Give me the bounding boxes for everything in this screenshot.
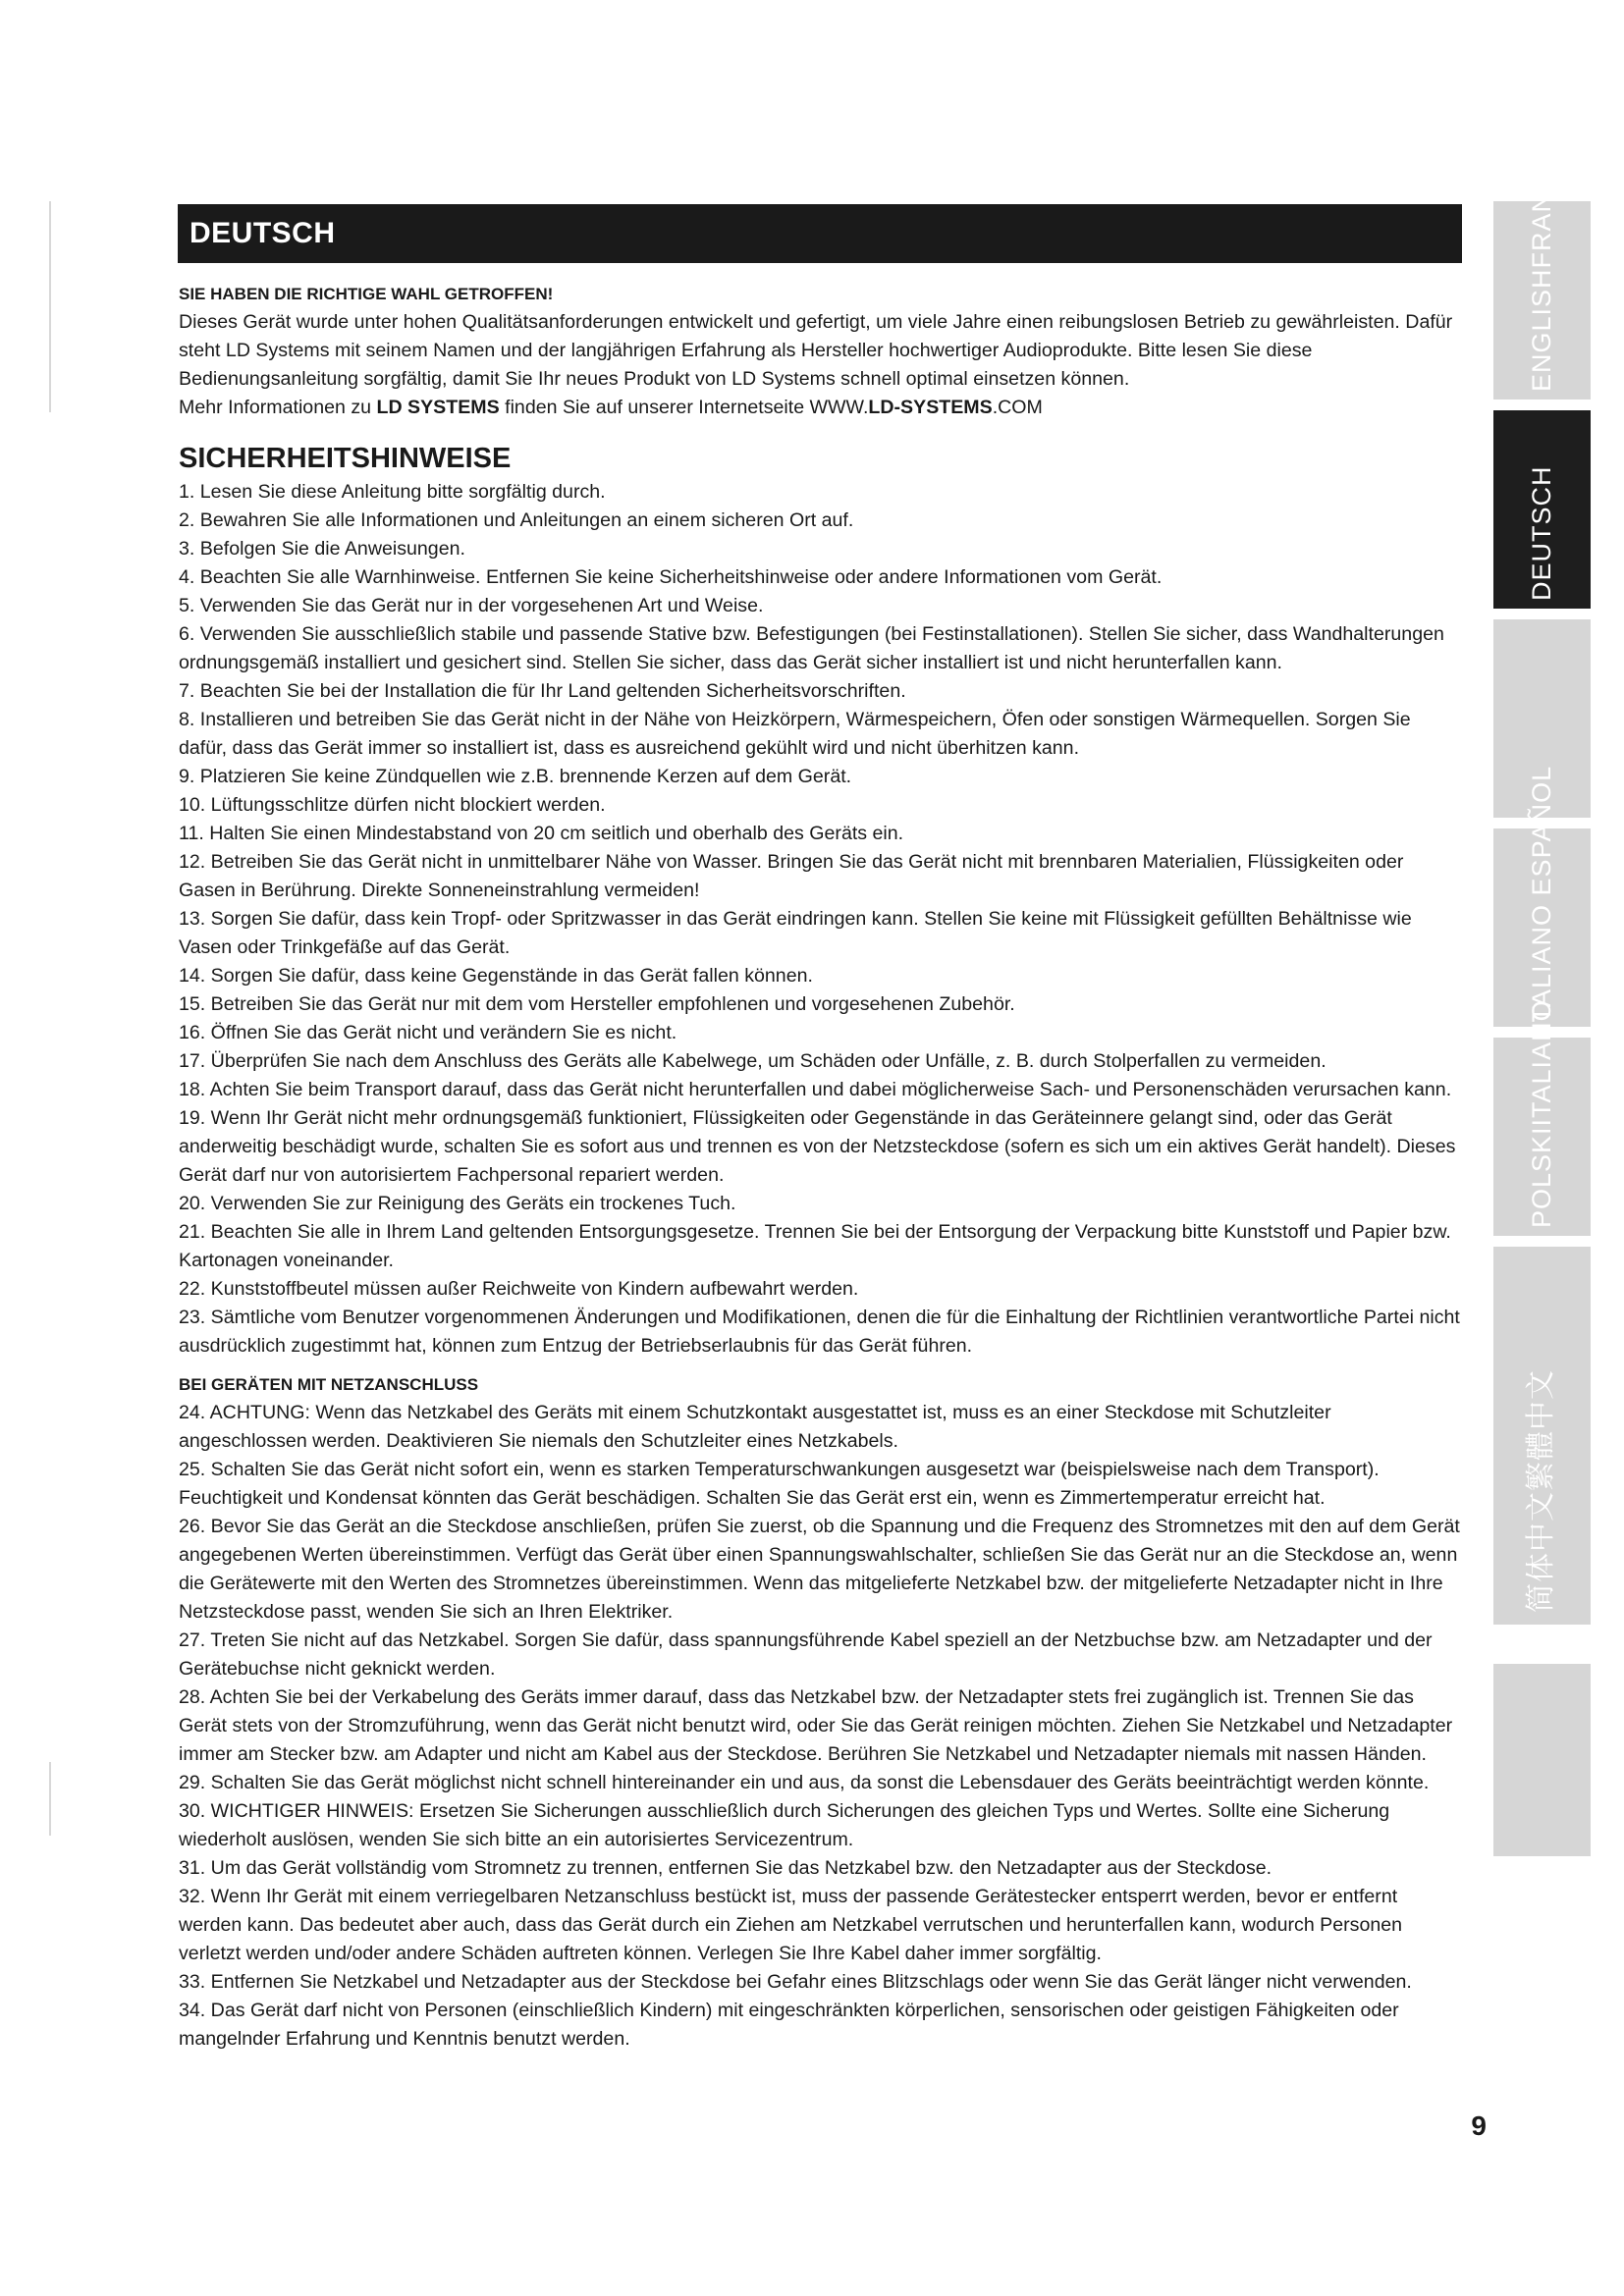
list-item: 23. Sämtliche vom Benutzer vorgenommenen Änderungen und Modifikationen, denen die für die Einhaltung der Richtlinien verantwortliche Partei nicht ausdrücklich zugestimmt hat, können zum Entzug der Betriebserlaubnis für das Gerät führen.: [179, 1307, 1460, 1357]
list-item: 25. Schalten Sie das Gerät nicht sofort ein, wenn es starken Temperaturschwankungen ausgesetzt war (beispielsweise nach dem Transport). Feuchtigkeit und Kondensat könnten das Gerät beschädigen. Schalten Sie das Gerät erst ein, wenn es Zimmertemperatur erreicht hat.: [179, 1459, 1380, 1509]
list-item: 20. Verwenden Sie zur Reinigung des Geräts ein trockenes Tuch.: [179, 1193, 736, 1214]
list-item: 9. Platzieren Sie keine Zündquellen wie z.B. brennende Kerzen auf dem Gerät.: [179, 766, 852, 787]
tab-deutsch[interactable]: [1493, 410, 1591, 609]
intro-paragraph: Dieses Gerät wurde unter hohen Qualitätsanforderungen entwickelt und gefertigt, um viele Jahre einen reibungslosen Betrieb zu gewährleisten. Dafür steht LD Systems mit seinem Namen und der langjährigen Erfahrung als Hersteller hochwertiger Audioprodukte. Bitte lesen Sie diese Bedienungsanleitung sorgfältig, damit Sie Ihr neues Produkt von LD Systems schnell optimal einsetzen können.: [179, 311, 1453, 390]
tab-blank[interactable]: [1493, 1664, 1591, 1856]
list-item: 19. Wenn Ihr Gerät nicht mehr ordnungsgemäß funktioniert, Flüssigkeiten oder Gegenstände in das Geräteinnere gelangt sind, oder das Gerät anderweitig beschädigt wurde, schalten Sie es sofort aus und trennen es von der Netzsteckdose (sofern es sich um ein aktives Gerät handelt). Dieses Gerät darf nur von autorisiertem Fachpersonal repariert werden.: [179, 1107, 1456, 1186]
website-line: [179, 394, 1461, 422]
website-url-domain[interactable]: LD-SYSTEMS: [868, 397, 993, 418]
list-item: 8. Installieren und betreiben Sie das Gerät nicht in der Nähe von Heizkörpern, Wärmespeichern, Öfen oder sonstigen Wärmequellen. Sorgen Sie dafür, dass das Gerät immer so installiert ist, dass es ausreichend gekühlt wird und nicht überhitzen kann.: [179, 709, 1411, 759]
intro-title: SIE HABEN DIE RICHTIGE WAHL GETROFFEN!: [179, 285, 554, 303]
page-edge-line: [49, 1762, 51, 1836]
page-edge-line: [49, 201, 51, 412]
safety-list: [179, 478, 1461, 1361]
list-item: 12. Betreiben Sie das Gerät nicht in unmittelbarer Nähe von Wasser. Bringen Sie das Gerät nicht mit brennbaren Materialien, Flüssigkeiten oder Gasen in Berührung. Direkte Sonneneinstrahlung vermeiden!: [179, 851, 1404, 901]
list-item: 31. Um das Gerät vollständig vom Stromnetz zu trennen, entfernen Sie das Netzkabel bzw. den Netzadapter aus der Steckdose.: [179, 1857, 1272, 1879]
list-item: 16. Öffnen Sie das Gerät nicht und verändern Sie es nicht.: [179, 1022, 677, 1043]
tab-chinese[interactable]: [1493, 1247, 1591, 1625]
tab-polski[interactable]: [1493, 999, 1591, 1236]
page-number: 9: [1471, 2110, 1487, 2141]
list-item: 15. Betreiben Sie das Gerät nur mit dem vom Hersteller empfohlenen und vorgesehenen Zubehör.: [179, 993, 1015, 1015]
safety-heading: SICHERHEITSHINWEISE: [179, 443, 512, 474]
tab-label: DEUTSCH: [1526, 465, 1556, 601]
list-item: 17. Überprüfen Sie nach dem Anschluss des Geräts alle Kabelwege, um Schäden oder Unfälle, z. B. durch Stolperfallen zu vermeiden.: [179, 1050, 1326, 1072]
list-item: 29. Schalten Sie das Gerät möglichst nicht schnell hintereinander ein und aus, da sonst die Lebensdauer des Geräts beeinträchtigt werden könnte.: [179, 1772, 1430, 1793]
list-item: 10. Lüftungsschlitze dürfen nicht blockiert werden.: [179, 794, 606, 816]
tab-label: 简体中文繁體中文: [1523, 1369, 1558, 1613]
list-item: 32. Wenn Ihr Gerät mit einem verriegelbaren Netzanschluss bestückt ist, muss der passende Gerätestecker entsperrt werden, bevor er entfernt werden kann. Das bedeutet aber auch, dass das Gerät durch ein Ziehen am Netzkabel verrutschen und herunterfallen kann, wodurch Personen verletzt werden und/oder andere Schäden auftreten können. Verlegen Sie Ihre Kabel daher immer sorgfältig.: [179, 1886, 1403, 1964]
list-item: 2. Bewahren Sie alle Informationen und Anleitungen an einem sicheren Ort auf.: [179, 509, 854, 531]
list-item: 21. Beachten Sie alle in Ihrem Land geltenden Entsorgungsgesetze. Trennen Sie bei der Entsorgung der Verpackung bitte Kunststoff und Papier bzw. Kartonagen voneinander.: [179, 1221, 1451, 1271]
main-content: [179, 281, 1461, 2054]
list-item: 22. Kunststoffbeutel müssen außer Reichweite von Kindern aufbewahrt werden.: [179, 1278, 859, 1300]
tab-label: POLSKIITALIANO: [1526, 999, 1556, 1228]
tab-label: ITALIANO ESPAÑOL: [1526, 765, 1556, 1031]
list-item: 4. Beachten Sie alle Warnhinweise. Entfernen Sie keine Sicherheitshinweise oder andere Informationen vom Gerät.: [179, 566, 1163, 588]
list-item: 33. Entfernen Sie Netzkabel und Netzadapter aus der Steckdose bei Gefahr eines Blitzschlags oder wenn Sie das Gerät länger nicht verwenden.: [179, 1971, 1412, 1993]
brand-name: LD SYSTEMS: [376, 397, 500, 418]
list-item: 30. WICHTIGER HINWEIS: Ersetzen Sie Sicherungen ausschließlich durch Sicherungen des gleichen Typs und Wertes. Sollte eine Sicherung wiederholt auslösen, wenden Sie sich bitte an ein autorisiertes Servicezentrum.: [179, 1800, 1390, 1850]
website-prefix: Mehr Informationen zu: [179, 397, 377, 418]
list-item: 3. Befolgen Sie die Anweisungen.: [179, 538, 465, 560]
list-item: 26. Bevor Sie das Gerät an die Steckdose anschließen, prüfen Sie zuerst, ob die Spannung und die Frequenz des Stromnetzes mit den auf dem Gerät angegebenen Werten übereinstimmen. Verfügt das Gerät über einen Spannungswahlschalter, schließen Sie das Gerät nur an die Steckdose an, wenn die Gerätewerte mit den Werten des Stromnetzes übereinstimmen. Wenn das mitgelieferte Netzkabel bzw. der mitgelieferte Netzadapter nicht in Ihre Netzsteckdose passt, wenden Sie sich an Ihren Elektriker.: [179, 1516, 1460, 1623]
list-item: 7. Beachten Sie bei der Installation die für Ihr Land geltenden Sicherheitsvorschriften.: [179, 680, 906, 702]
mains-list: [179, 1399, 1461, 2054]
website-middle: finden Sie auf unserer Internetseite WWW.: [499, 397, 869, 418]
list-item: 18. Achten Sie beim Transport darauf, dass das Gerät nicht herunterfallen und dabei möglicherweise Sach- und Personenschäden verursachen kann.: [179, 1079, 1452, 1100]
list-item: 6. Verwenden Sie ausschließlich stabile und passende Stative bzw. Befestigungen (bei Festinstallationen). Stellen Sie sicher, dass Wandhalterungen ordnungsgemäß installiert und gesichert sind. Stellen Sie sicher, dass das Gerät sicher installiert ist und nicht herunterfallen kann.: [179, 623, 1444, 673]
mains-heading: BEI GERÄTEN MIT NETZANSCHLUSS: [179, 1375, 479, 1394]
list-item: 27. Treten Sie nicht auf das Netzkabel. Sorgen Sie dafür, dass spannungsführende Kabel speziell an der Netzbuchse bzw. am Netzadapter und der Gerätebuchse nicht geknickt werden.: [179, 1629, 1433, 1680]
tab-english[interactable]: [1493, 126, 1591, 400]
list-item: 1. Lesen Sie diese Anleitung bitte sorgfältig durch.: [179, 481, 606, 503]
list-item: 24. ACHTUNG: Wenn das Netzkabel des Geräts mit einem Schutzkontakt ausgestattet ist, muss es an einer Steckdose mit Schutzleiter angeschlossen werden. Deaktivieren Sie niemals den Schutzleiter eines Netzkabels.: [179, 1402, 1331, 1452]
tab-label: ENGLISHFRANÇAIS: [1526, 126, 1556, 392]
list-item: 13. Sorgen Sie dafür, dass kein Tropf- oder Spritzwasser in das Gerät eindringen kann. Stellen Sie keine mit Flüssigkeit gefüllten Behältnisse wie Vasen oder Trinkgefäße auf das Gerät.: [179, 908, 1412, 958]
list-item: 5. Verwenden Sie das Gerät nur in der vorgesehenen Art und Weise.: [179, 595, 764, 616]
tab-italiano-espanol[interactable]: [1493, 765, 1591, 1031]
list-item: 14. Sorgen Sie dafür, dass keine Gegenstände in das Gerät fallen können.: [179, 965, 813, 987]
list-item: 34. Das Gerät darf nicht von Personen (einschließlich Kindern) mit eingeschränkten körperlichen, sensorischen oder geistigen Fähigkeiten oder mangelnder Erfahrung und Kenntnis benutzt werden.: [179, 2000, 1399, 2050]
language-header: DEUTSCH: [178, 204, 1462, 263]
list-item: 28. Achten Sie bei der Verkabelung des Geräts immer darauf, dass das Netzkabel bzw. der Netzadapter stets frei zugänglich ist. Trennen Sie das Gerät stets von der Stromzuführung, wenn das Gerät nicht benutzt wird, oder Sie das Gerät reinigen möchten. Ziehen Sie Netzkabel und Netzadapter immer am Stecker bzw. am Adapter und nicht am Kabel aus der Steckdose. Berühren Sie Netzkabel und Netzadapter niemals mit nassen Händen.: [179, 1686, 1453, 1765]
list-item: 11. Halten Sie einen Mindestabstand von 20 cm seitlich und oberhalb des Geräts ein.: [179, 823, 904, 844]
website-url-suffix[interactable]: .COM: [992, 397, 1043, 418]
